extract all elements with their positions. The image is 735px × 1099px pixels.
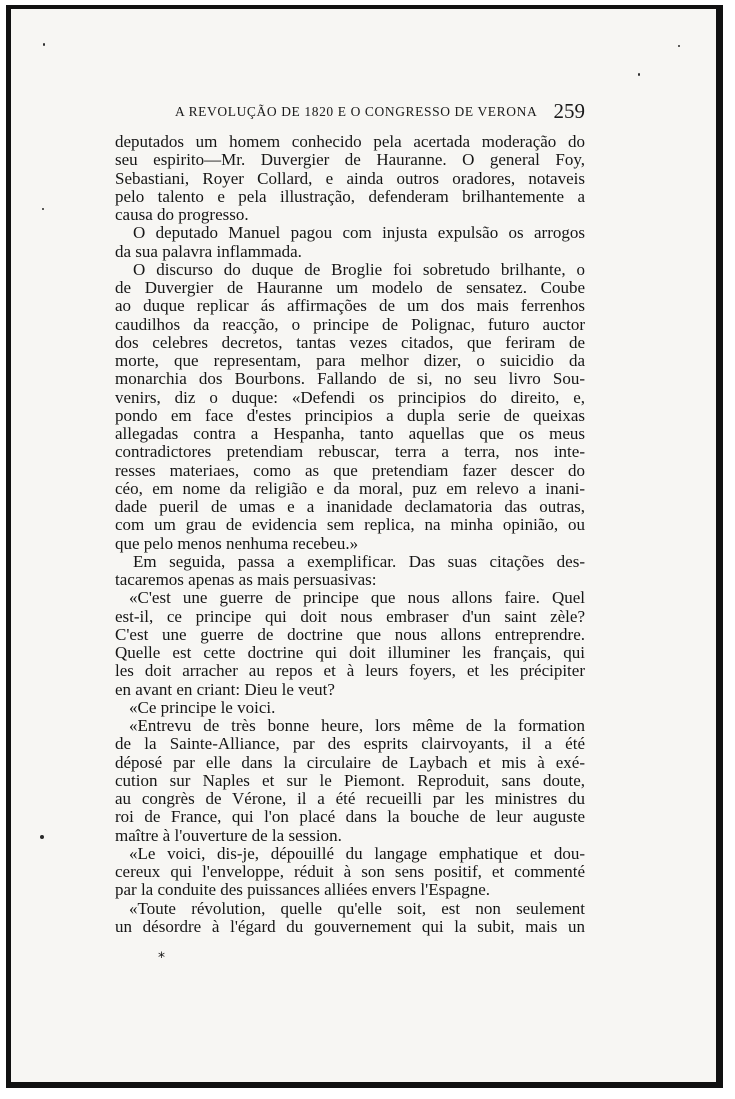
text-line: O deputado Manuel pagou com injusta expulsão os arrogos (133, 223, 585, 243)
text-line: un désordre à l'égard du gouvernement qui la subit, mais un (115, 916, 585, 936)
text-line: deputados um homem conhecido pela acertada moderação do (115, 132, 585, 151)
text-line: Sebastiani, Royer Collard, e ainda outros oradores, notaveis (115, 168, 585, 188)
text-line: C'est une guerre de doctrine que nous allons entreprendre. (115, 624, 585, 644)
text-line: Quelle est cette doctrine qui doit illuminer les français, qui (115, 643, 585, 662)
text-line: pelo talento e pela illustração, defenderam brilhantemente a (115, 186, 585, 206)
text-line: caudilhos da reacção, o principe de Polignac, futuro auctor (115, 314, 585, 334)
text-line: contradictores pretendiam rebuscar, terra a terra, nos inte- (115, 442, 585, 462)
page-header (115, 101, 585, 123)
text-line: pondo em face d'estes principios a dupla serie de queixas (115, 405, 585, 425)
text-line: en avant en criant: Dieu le veut? (115, 679, 335, 699)
text-line: allegadas contra a Hespanha, tanto aquellas que os meus (115, 424, 585, 443)
scan-speck (42, 208, 44, 210)
text-line: dade pueril de umas e a inanidade declamatoria das outras, (115, 497, 585, 516)
page-number: 259 (553, 99, 585, 123)
text-line: «Le voici, dis-je, dépouillé du langage emphatique et dou- (129, 843, 585, 863)
text-line: céo, em nome da religião e da moral, puz em relevo a inani- (115, 478, 585, 498)
text-line: resses materiaes, como as que pretendiam fazer descer do (115, 460, 585, 480)
text-line: que pelo menos nenhuma recebeu.» (115, 533, 359, 553)
scan-speck (43, 43, 45, 46)
text-line: tacaremos apenas as mais persuasivas: (115, 570, 377, 589)
scan-speck (638, 73, 640, 76)
text-line: au congrès de Vérone, il a été recueilli par les ministres du (115, 789, 585, 808)
bottom-asterisk-mark: * (158, 950, 165, 966)
text-line: «C'est une guerre de principe que nous allons faire. Quel (129, 588, 585, 608)
text-line: morte, que representam, para melhor dizer, o suicidio da (115, 351, 585, 370)
body-text (115, 133, 585, 936)
text-line: monarchia dos Bourbons. Fallando de si, no seu livro Sou- (115, 369, 585, 389)
text-line: cution sur Naples et sur le Piemont. Reproduit, sans doute, (115, 770, 585, 790)
text-line: cereux qui l'enveloppe, réduit à son sens positif, et commenté (115, 862, 585, 881)
text-line: «Ce principe le voici. (129, 697, 276, 717)
scan-speck (40, 835, 44, 839)
text-line: roi de France, qui l'on placé dans la bouche de leur auguste (115, 807, 585, 827)
text-line: par la conduite des puissances alliées envers l'Espagne. (115, 880, 491, 900)
text-line: da sua palavra inflammada. (115, 241, 302, 261)
text-line: de la Sainte-Alliance, par des esprits clairvoyants, il a été (115, 734, 585, 754)
text-line: de Duvergier de Hauranne um modelo de sensatez. Coube (115, 278, 585, 297)
text-line: com um grau de evidencia sem replica, na minha opinião, ou (115, 515, 585, 535)
text-line: «Entrevu de très bonne heure, lors même de la formation (129, 716, 585, 735)
text-line: ao duque replicar ás affirmações de um dos mais ferrenhos (115, 296, 585, 316)
text-line: maître à l'ouverture de la session. (115, 825, 342, 845)
text-line: seu espirito—Mr. Duvergier de Hauranne. O general Foy, (115, 150, 585, 170)
text-line: venirs, diz o duque: «Defendi os principios do direito, e, (115, 387, 585, 407)
text-line: dos celebres decretos, tantas vezes citados, que feriram de (115, 332, 585, 352)
text-line: causa do progresso. (115, 205, 249, 224)
text-line: Em seguida, passa a exemplificar. Das suas citações des- (133, 551, 585, 571)
text-line: est-il, ce principe qui doit nous embraser d'un saint zèle? (115, 606, 585, 626)
text-line: «Toute révolution, quelle qu'elle soit, est non seulement (129, 898, 585, 918)
text-line: déposé par elle dans la circulaire de Laybach et mis à exé- (115, 752, 585, 772)
running-head: A REVOLUÇÃO DE 1820 E O CONGRESSO DE VERONA (175, 104, 538, 119)
scan-speck (678, 45, 680, 47)
text-line: les doit arracher au repos et à leurs foyers, et les précipiter (115, 661, 585, 681)
text-line: O discurso do duque de Broglie foi sobretudo brilhante, o (133, 259, 585, 279)
